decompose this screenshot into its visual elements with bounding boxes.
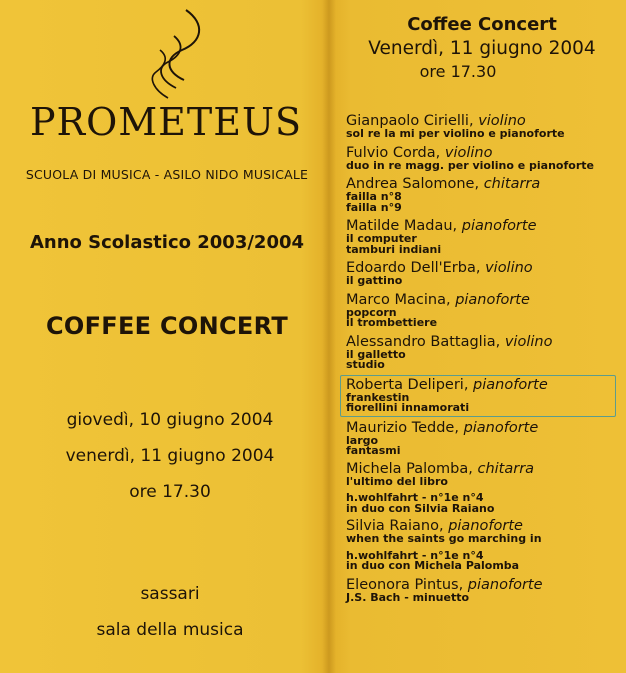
- piece-title: studio: [346, 358, 385, 371]
- steam-icon: [128, 6, 218, 106]
- city-text: sassari: [140, 584, 200, 604]
- piece-title: duo in re magg. per violino e pianoforte: [346, 158, 594, 172]
- performer-instrument: pianoforte: [448, 518, 523, 534]
- performer-entry: [346, 548, 626, 572]
- performer-name: Andrea Salomone,: [346, 176, 484, 192]
- performer-entry: [346, 493, 626, 514]
- school-subtitle: SCUOLA DI MUSICA - ASILO NIDO MUSICALE: [25, 167, 309, 182]
- performer-instrument: violino: [444, 144, 493, 161]
- concert-title: COFFEE CONCERT: [45, 312, 289, 340]
- performer-entry: [346, 335, 626, 371]
- performer-entry: [346, 146, 626, 172]
- performer-entry: [346, 219, 626, 255]
- performer-name: Fulvio Corda,: [346, 144, 445, 161]
- performer-entry: [346, 421, 626, 457]
- piece-title: il trombettiere: [346, 316, 438, 329]
- performer-instrument: chitarra: [477, 460, 535, 477]
- performer-name: Maurizio Tedde,: [346, 419, 464, 436]
- performer-entry: [346, 261, 626, 287]
- piece-title: il galletto: [346, 347, 406, 361]
- performer-name: Alessandro Battaglia,: [346, 333, 505, 350]
- performer-entry: [346, 462, 626, 488]
- performer-entry: [346, 177, 626, 213]
- performer-entry: [346, 114, 626, 140]
- performer-name: Matilde Madau,: [346, 218, 462, 234]
- program-time: ore 17.30: [419, 62, 497, 81]
- piece-title: J.S. Bach - minuetto: [346, 590, 470, 604]
- piece-title: when the saints go marching in: [346, 532, 542, 545]
- performer-instrument: pianoforte: [463, 419, 539, 436]
- performer-name: Edoardo Dell'Erba,: [346, 260, 486, 276]
- piece-title: h.wohlfahrt - n°1e n°4: [346, 491, 484, 504]
- piece-title: failla n°8: [346, 190, 402, 203]
- performer-entry: [346, 293, 626, 329]
- performer-instrument: violino: [504, 333, 553, 350]
- piece-title: in duo con Michela Palomba: [346, 559, 520, 572]
- piece-title: popcorn: [346, 305, 397, 319]
- performer-name: Eleonora Pintus,: [346, 576, 468, 593]
- date-1: giovedì, 10 giugno 2004: [66, 410, 274, 430]
- performer-instrument: chitarra: [483, 176, 541, 192]
- performer-entry: [346, 378, 626, 414]
- program-title: Coffee Concert: [407, 14, 557, 35]
- piece-title: failla n°9: [346, 200, 402, 214]
- program-date: Venerdì, 11 giugno 2004: [368, 38, 596, 59]
- venue-text: sala della musica: [96, 620, 244, 640]
- piece-title: il computer: [346, 232, 417, 245]
- performer-list: [346, 108, 626, 603]
- piece-title: il gattino: [346, 274, 403, 287]
- piece-title: frankestin: [346, 390, 410, 404]
- performer-instrument: violino: [478, 113, 526, 129]
- prometeus-logo: PROMETEUS: [29, 100, 303, 144]
- time-text: ore 17.30: [129, 482, 211, 502]
- performer-name: Gianpaolo Cirielli,: [346, 113, 479, 129]
- performer-instrument: violino: [485, 260, 533, 276]
- performer-name: Roberta Deliperi,: [346, 376, 474, 393]
- performer-instrument: pianoforte: [467, 576, 543, 593]
- piece-title: l'ultimo del libro: [346, 474, 448, 488]
- performer-entry: [346, 519, 626, 545]
- performer-instrument: pianoforte: [461, 218, 537, 234]
- piece-title: largo: [346, 433, 379, 447]
- piece-title: tamburi indiani: [346, 242, 442, 256]
- right-panel: [338, 0, 626, 673]
- piece-title: sol re la mi per violino e pianoforte: [346, 127, 565, 140]
- performer-instrument: pianoforte: [455, 291, 530, 308]
- performer-name: Michela Palomba,: [346, 460, 478, 477]
- performer-instrument: pianoforte: [473, 376, 548, 393]
- school-year: Anno Scolastico 2003/2004: [29, 232, 305, 253]
- performer-entry: [346, 578, 626, 604]
- piece-title: fantasmi: [346, 444, 401, 457]
- performer-name: Silvia Raiano,: [346, 518, 449, 534]
- date-2: venerdì, 11 giugno 2004: [65, 446, 275, 466]
- piece-title: h.wohlfahrt - n°1e n°4: [346, 548, 484, 562]
- performer-name: Marco Macina,: [346, 291, 456, 308]
- piece-title: in duo con Silvia Raiano: [346, 501, 495, 515]
- performer-line: [346, 421, 626, 436]
- piece-title: fiorellini innamorati: [346, 401, 470, 414]
- performer-line: [346, 378, 626, 393]
